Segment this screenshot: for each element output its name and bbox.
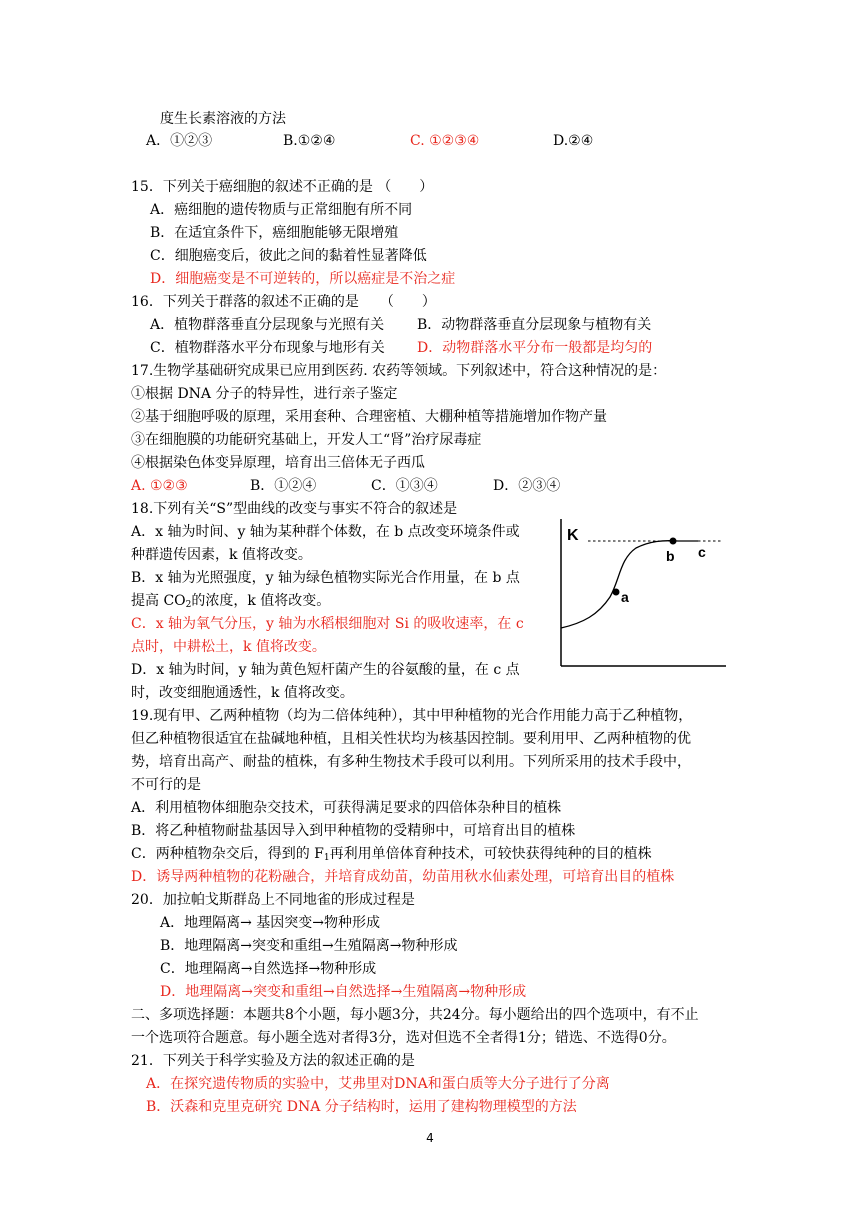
q17-item-4: ④根据染色体变异原理，培育出三倍体无子西瓜 bbox=[131, 455, 425, 471]
q21-option-a: A．在探究遗传物质的实验中，艾弗里对DNA和蛋白质等大分子进行了分离 bbox=[146, 1076, 610, 1092]
q16-stem: 16．下列关于群落的叙述不正确的是 （ ） bbox=[131, 294, 436, 310]
q15-option-a: A．癌细胞的遗传物质与正常细胞有所不同 bbox=[150, 202, 413, 218]
q19-option-b: B．将乙种植物耐盐基因导入到甲种植物的受精卵中，可培育出目的植株 bbox=[131, 823, 576, 839]
q20-option-d: D．地理隔离→突变和重组→自然选择→生殖隔离→物种形成 bbox=[160, 984, 527, 1000]
point-a bbox=[613, 589, 620, 596]
q18-option-b-line2: 提高 $CO_2$的浓度，k 值将改变。 bbox=[131, 593, 331, 610]
q17-stem: 17.生物学基础研究成果已应用到医药. 农药等领域。下列叙述中，符合这种情况的是： bbox=[131, 363, 667, 379]
q17-option-a: A. ①②③ bbox=[131, 478, 188, 494]
q19-option-c: C．两种植物杂交后，得到的 $F_1$再利用单倍体育种技术，可较快获得纯种的目的植株 bbox=[131, 846, 652, 863]
point-b-label: b bbox=[666, 548, 675, 564]
q14-continuation: 度生长素溶液的方法 bbox=[160, 111, 286, 127]
q20-stem: 20．加拉帕戈斯群岛上不同地雀的形成过程是 bbox=[131, 892, 415, 908]
page-number: 4 bbox=[426, 1131, 434, 1145]
q19-stem-line1: 19.现有甲、乙两种植物（均为二倍体纯种），其中甲种植物的光合作用能力高于乙种植物， bbox=[131, 708, 693, 724]
q18-option-d-line1: D．x 轴为时间，y 轴为黄色短杆菌产生的谷氨酸的量，在 c 点 bbox=[131, 662, 520, 678]
q19-stem-line2: 但乙种植物很适宜在盐碱地种植，且相关性状均为核基因控制。要利用甲、乙两种植物的优 bbox=[131, 731, 691, 747]
point-a-label: a bbox=[621, 589, 629, 605]
q14-option-c: C. ①②③④ bbox=[410, 133, 480, 149]
q19-stem-line4: 不可行的是 bbox=[131, 777, 201, 793]
q14-option-a: A．①②③ bbox=[146, 133, 213, 149]
q21-option-b: B．沃森和克里克研究 DNA 分子结构时，运用了建构物理模型的方法 bbox=[146, 1099, 577, 1115]
q15-option-c: C．细胞癌变后，彼此之间的黏着性显著降低 bbox=[150, 248, 427, 264]
point-b bbox=[670, 538, 677, 545]
section2-instructions-line1: 二、多项选择题：本题共8个小题，每小题3分，共24分。每小题给出的四个选项中，有不止 bbox=[131, 1007, 699, 1023]
q14-option-b: B.①②④ bbox=[283, 133, 336, 149]
q17-option-d: D．②③④ bbox=[493, 478, 561, 494]
q16-option-d: D．动物群落水平分布一般都是均匀的 bbox=[417, 340, 653, 356]
q18-option-b-line1: B．x 轴为光照强度，y 轴为绿色植物实际光合作用量，在 b 点 bbox=[131, 570, 520, 586]
section2-instructions-line2: 一个选项符合题意。每小题全选对者得3分，选对但选不全者得1分；错选、不选得0分。 bbox=[131, 1030, 676, 1046]
q18-option-c-line1: C．x 轴为氧气分压，y 轴为水稻根细胞对 Si 的吸收速率，在 c bbox=[131, 616, 524, 632]
q17-item-1: ①根据 DNA 分子的特异性，进行亲子鉴定 bbox=[131, 386, 398, 402]
q18-stem: 18.下列有关“S”型曲线的改变与事实不符合的叙述是 bbox=[131, 501, 458, 517]
q18-option-a-line1: A．x 轴为时间、y 轴为某种群个体数，在 b 点改变环境条件或 bbox=[131, 524, 520, 540]
point-c-label: c bbox=[698, 544, 706, 560]
q19-option-a: A．利用植物体细胞杂交技术，可获得满足要求的四倍体杂种目的植株 bbox=[131, 800, 562, 816]
q16-option-c: C．植物群落水平分布现象与地形有关 bbox=[150, 340, 385, 356]
q15-option-b: B．在适宜条件下，癌细胞能够无限增殖 bbox=[150, 225, 399, 241]
q16-option-b: B．动物群落垂直分层现象与植物有关 bbox=[417, 317, 652, 333]
q14-option-d: D.②④ bbox=[553, 133, 594, 149]
q15-option-d: D．细胞癌变是不可逆转的，所以癌症是不治之症 bbox=[150, 271, 456, 287]
q17-item-2: ②基于细胞呼吸的原理，采用套种、合理密植、大棚种植等措施增加作物产量 bbox=[131, 409, 607, 425]
q19-stem-line3: 势，培育出高产、耐盐的植株，有多种生物技术手段可以利用。下列所采用的技术手段中， bbox=[131, 754, 691, 770]
s-curve-figure bbox=[558, 515, 728, 670]
q18-option-a-line2: 种群遗传因素，k 值将改变。 bbox=[131, 547, 312, 563]
q17-option-b: B．①②④ bbox=[250, 478, 317, 494]
q18-option-c-line2: 点时，中耕松土，k 值将改变。 bbox=[131, 639, 326, 655]
q16-option-a: A．植物群落垂直分层现象与光照有关 bbox=[150, 317, 385, 333]
q20-option-b: B．地理隔离→突变和重组→生殖隔离→物种形成 bbox=[160, 938, 458, 954]
q18-option-d-line2: 时，改变细胞通透性，k 值将改变。 bbox=[131, 685, 354, 701]
k-label: K bbox=[567, 527, 579, 544]
q20-option-c: C．地理隔离→自然选择→物种形成 bbox=[160, 961, 377, 977]
q17-item-3: ③在细胞膜的功能研究基础上，开发人工“肾”治疗尿毒症 bbox=[131, 432, 482, 448]
s-curve bbox=[561, 541, 698, 628]
q20-option-a: A．地理隔离→ 基因突变→物种形成 bbox=[160, 915, 381, 931]
q17-option-c: C．①③④ bbox=[371, 478, 438, 494]
q21-stem: 21．下列关于科学实验及方法的叙述正确的是 bbox=[131, 1053, 415, 1069]
q19-option-d: D．诱导两种植物的花粉融合，并培育成幼苗，幼苗用秋水仙素处理，可培育出目的植株 bbox=[131, 869, 675, 885]
q15-stem: 15．下列关于癌细胞的叙述不正确的是 （ ） bbox=[131, 179, 434, 195]
